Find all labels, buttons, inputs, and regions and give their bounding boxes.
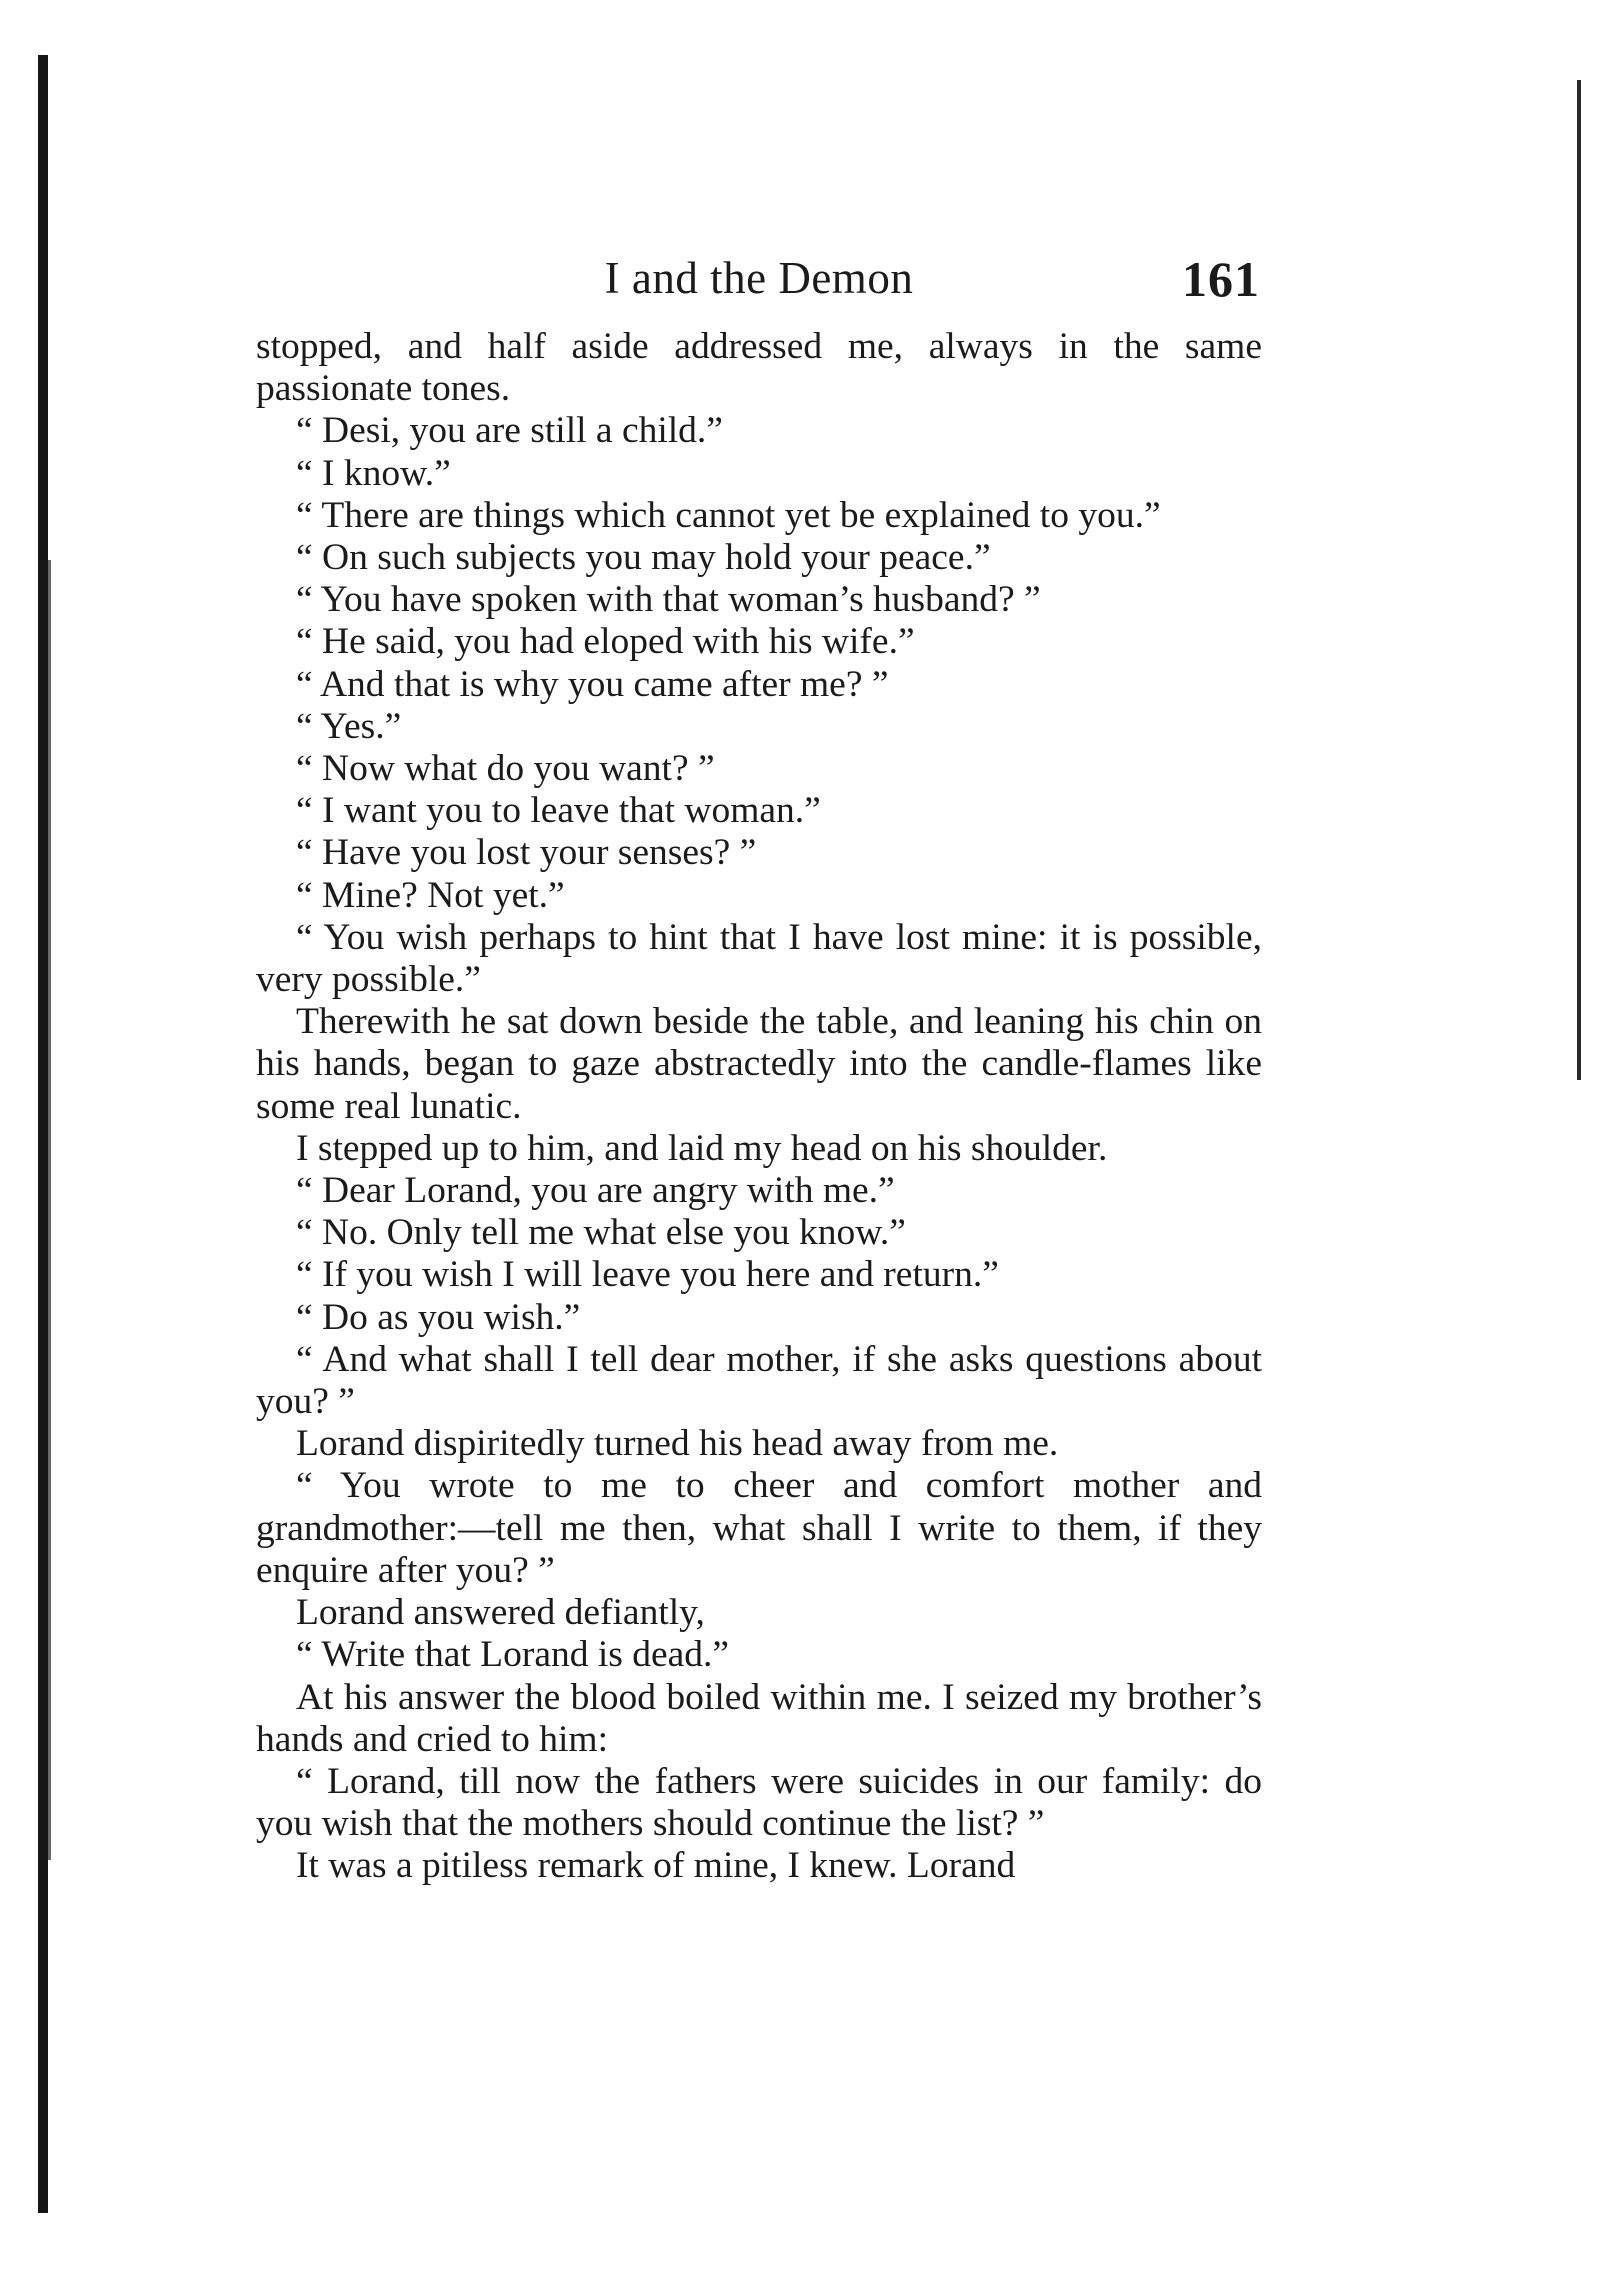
paragraph: “ Desi, you are still a child.” <box>296 410 723 452</box>
paragraph: “ Do as you wish.” <box>296 1296 581 1338</box>
running-title: I and the Demon <box>604 253 914 303</box>
paragraph: At his answer the blood boiled within me. I seized my brother’s hands and cried to him: <box>256 1676 1262 1760</box>
paragraph: “ I know.” <box>296 452 451 494</box>
paragraph: “ You wish perhaps to hint that I have lost mine: it is possible, very possible.” <box>256 916 1262 1001</box>
paragraph: “ He said, you had eloped with his wife.” <box>296 621 915 663</box>
paragraph: “ You wrote to me to cheer and comfort mother and grandmother:—tell me then, what shall I write to them, if they enquire after you? ” <box>256 1465 1262 1591</box>
book-page <box>256 252 1262 1888</box>
paragraph: “ Now what do you want? ” <box>296 748 715 790</box>
paragraph: “ Lorand, till now the fathers were suicides in our family: do you wish that the mothers should continue the list? ” <box>256 1760 1262 1845</box>
page-number: 161 <box>1182 251 1260 307</box>
paragraph: “ Write that Lorand is dead.” <box>296 1634 730 1676</box>
scan-binding-edge-left <box>38 55 48 2213</box>
paragraph: “ And what shall I tell dear mother, if she asks questions about you? ” <box>256 1338 1262 1423</box>
paragraph: I stepped up to him, and laid my head on his shoulder. <box>296 1127 1108 1169</box>
paragraph: “ You have spoken with that woman’s husband? ” <box>296 579 1041 621</box>
paragraph: “ If you wish I will leave you here and return.” <box>296 1254 999 1296</box>
paragraph: “ Yes.” <box>296 705 402 747</box>
running-head <box>256 252 1262 320</box>
paragraph: Lorand answered defiantly, <box>296 1592 705 1634</box>
paragraph: “ There are things which cannot yet be explained to you.” <box>296 494 1161 536</box>
paragraph: “ No. Only tell me what else you know.” <box>296 1212 906 1254</box>
paragraph: stopped, and half aside addressed me, always in the same passionate tones. <box>256 326 1262 410</box>
paragraph: “ And that is why you came after me? ” <box>296 663 889 705</box>
scan-edge-right <box>1577 80 1581 1080</box>
paragraph: It was a pitiless remark of mine, I knew. Lorand <box>296 1845 1016 1887</box>
paragraph: “ Mine? Not yet.” <box>296 874 565 916</box>
paragraph: Therewith he sat down beside the table, and leaning his chin on his hands, began to gaze abstractedly into the candle-flames like some real lunatic. <box>256 1001 1262 1127</box>
paragraph: “ Dear Lorand, you are angry with me.” <box>296 1170 895 1212</box>
paragraph: “ On such subjects you may hold your peace.” <box>296 537 991 579</box>
scan-binding-shadow <box>48 560 51 1860</box>
paragraph: Lorand dispiritedly turned his head away from me. <box>296 1423 1059 1465</box>
body-text <box>256 326 1262 1888</box>
paragraph: “ Have you lost your senses? ” <box>296 832 757 874</box>
paragraph: “ I want you to leave that woman.” <box>296 790 821 832</box>
